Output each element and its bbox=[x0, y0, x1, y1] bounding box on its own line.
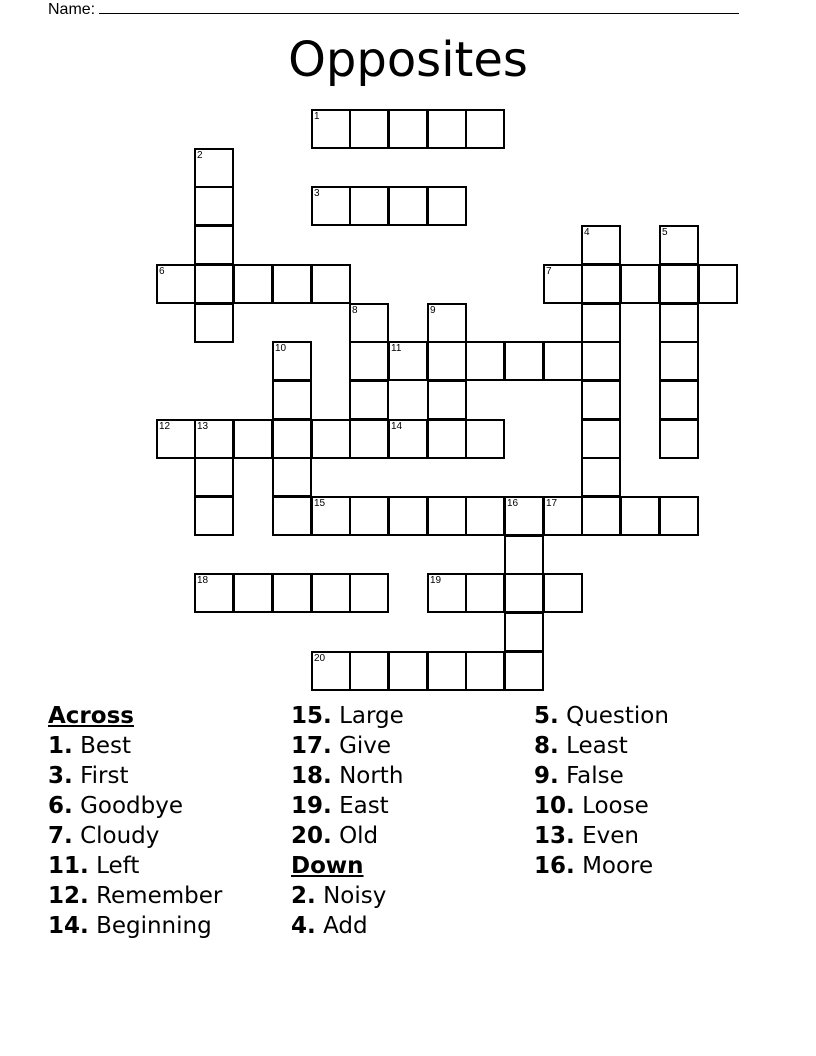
crossword-cell[interactable] bbox=[543, 264, 583, 304]
crossword-cell[interactable] bbox=[427, 573, 467, 613]
crossword-cell[interactable] bbox=[543, 496, 583, 536]
clue-text: Question bbox=[566, 703, 669, 729]
clue-text: Noisy bbox=[323, 883, 387, 909]
down-clue bbox=[534, 791, 669, 821]
clue-text: Add bbox=[323, 913, 368, 939]
crossword-cell[interactable] bbox=[659, 419, 699, 459]
crossword-cell[interactable] bbox=[465, 109, 505, 149]
crossword-cell[interactable] bbox=[194, 186, 234, 226]
crossword-cell[interactable] bbox=[311, 109, 351, 149]
clue-number: 13. bbox=[534, 823, 575, 849]
clue-text: Large bbox=[339, 703, 404, 729]
clue-number-label: 2 bbox=[197, 150, 203, 161]
crossword-cell[interactable] bbox=[349, 109, 389, 149]
clue-number: 19. bbox=[291, 793, 332, 819]
clue-number-label: 11 bbox=[391, 343, 402, 354]
crossword-cell[interactable] bbox=[194, 496, 234, 536]
crossword-cell[interactable] bbox=[504, 573, 544, 613]
crossword-cell[interactable] bbox=[659, 225, 699, 265]
crossword-cell[interactable] bbox=[427, 341, 467, 381]
crossword-cell[interactable] bbox=[349, 419, 389, 459]
crossword-cell[interactable] bbox=[581, 419, 621, 459]
crossword-cell[interactable] bbox=[349, 341, 389, 381]
crossword-cell[interactable] bbox=[272, 419, 312, 459]
clue-number: 11. bbox=[48, 853, 89, 879]
clue-text: Best bbox=[80, 733, 131, 759]
crossword-cell[interactable] bbox=[581, 341, 621, 381]
down-clue bbox=[534, 851, 669, 881]
clue-number-label: 17 bbox=[546, 498, 558, 509]
crossword-cell[interactable] bbox=[349, 496, 389, 536]
clue-number-label: 12 bbox=[159, 421, 171, 432]
clue-number: 18. bbox=[291, 763, 332, 789]
crossword-cell[interactable] bbox=[659, 303, 699, 343]
clue-text: Even bbox=[582, 823, 639, 849]
crossword-cell[interactable] bbox=[659, 380, 699, 420]
across-heading: Across bbox=[48, 703, 134, 729]
crossword-cell[interactable] bbox=[388, 651, 428, 691]
across-clue bbox=[48, 761, 222, 791]
crossword-cell[interactable] bbox=[156, 419, 196, 459]
crossword-cell[interactable] bbox=[504, 341, 544, 381]
clue-number-label: 9 bbox=[430, 305, 436, 316]
down-clue bbox=[291, 881, 404, 911]
crossword-cell[interactable] bbox=[465, 651, 505, 691]
clue-number: 4. bbox=[291, 913, 316, 939]
name-label: Name: bbox=[48, 1, 96, 18]
clue-number-label: 16 bbox=[507, 498, 519, 509]
crossword-cell[interactable] bbox=[581, 225, 621, 265]
clue-text: Give bbox=[339, 733, 392, 759]
crossword-cell[interactable] bbox=[156, 264, 196, 304]
clue-number: 15. bbox=[291, 703, 332, 729]
crossword-cell[interactable] bbox=[233, 419, 273, 459]
crossword-cell[interactable] bbox=[272, 496, 312, 536]
across-clue bbox=[291, 731, 404, 761]
crossword-cell[interactable] bbox=[388, 341, 428, 381]
crossword-cell[interactable] bbox=[543, 341, 583, 381]
clue-number: 16. bbox=[534, 853, 575, 879]
crossword-cell[interactable] bbox=[581, 303, 621, 343]
across-clue bbox=[48, 821, 222, 851]
crossword-cell[interactable] bbox=[581, 496, 621, 536]
crossword-cell[interactable] bbox=[504, 612, 544, 652]
crossword-cell[interactable] bbox=[465, 419, 505, 459]
clue-number-label: 10 bbox=[275, 343, 287, 354]
across-clue bbox=[291, 791, 404, 821]
clue-text: Goodbye bbox=[80, 793, 183, 819]
clues-column-2 bbox=[291, 701, 404, 941]
crossword-cell[interactable] bbox=[465, 573, 505, 613]
clue-number: 8. bbox=[534, 733, 559, 759]
crossword-cell[interactable] bbox=[659, 264, 699, 304]
page-title: Opposites bbox=[288, 32, 528, 88]
crossword-cell[interactable] bbox=[311, 186, 351, 226]
clue-number-label: 14 bbox=[391, 421, 403, 432]
clue-number-label: 19 bbox=[430, 575, 442, 586]
clue-text: Old bbox=[339, 823, 379, 849]
crossword-cell[interactable] bbox=[465, 341, 505, 381]
crossword-cell[interactable] bbox=[311, 651, 351, 691]
crossword-cell[interactable] bbox=[427, 109, 467, 149]
clue-text: Least bbox=[566, 733, 628, 759]
crossword-cell[interactable] bbox=[388, 419, 428, 459]
down-clue bbox=[534, 821, 669, 851]
clue-text: Beginning bbox=[96, 913, 212, 939]
crossword-cell[interactable] bbox=[427, 496, 467, 536]
across-clue bbox=[48, 851, 222, 881]
clue-number-label: 8 bbox=[352, 305, 358, 316]
crossword-cell[interactable] bbox=[311, 264, 351, 304]
crossword-cell[interactable] bbox=[349, 186, 389, 226]
clue-number-label: 15 bbox=[314, 498, 326, 509]
crossword-cell[interactable] bbox=[427, 303, 467, 343]
crossword-cell[interactable] bbox=[543, 573, 583, 613]
down-clue bbox=[291, 911, 404, 941]
crossword-cell[interactable] bbox=[388, 186, 428, 226]
crossword-cell[interactable] bbox=[504, 535, 544, 575]
crossword-cell[interactable] bbox=[272, 380, 312, 420]
crossword-cell[interactable] bbox=[465, 496, 505, 536]
crossword-cell[interactable] bbox=[233, 264, 273, 304]
across-clue bbox=[48, 731, 222, 761]
crossword-cell[interactable] bbox=[311, 573, 351, 613]
clue-text: North bbox=[339, 763, 404, 789]
clue-number-label: 18 bbox=[197, 575, 209, 586]
clue-number-label: 3 bbox=[314, 188, 320, 199]
crossword-cell[interactable] bbox=[581, 380, 621, 420]
crossword-cell[interactable] bbox=[349, 303, 389, 343]
clue-text: Remember bbox=[96, 883, 223, 909]
clue-text: First bbox=[80, 763, 129, 789]
clue-number-label: 6 bbox=[159, 266, 165, 277]
crossword-cell[interactable] bbox=[311, 496, 351, 536]
clue-number: 10. bbox=[534, 793, 575, 819]
down-heading: Down bbox=[291, 853, 364, 879]
clue-number-label: 4 bbox=[584, 227, 590, 238]
crossword-cell[interactable] bbox=[620, 496, 660, 536]
crossword-cell[interactable] bbox=[349, 380, 389, 420]
down-clue bbox=[534, 701, 669, 731]
clue-text: Cloudy bbox=[80, 823, 160, 849]
crossword-cell[interactable] bbox=[427, 651, 467, 691]
clue-number: 14. bbox=[48, 913, 89, 939]
clue-number: 2. bbox=[291, 883, 316, 909]
crossword-cell[interactable] bbox=[581, 264, 621, 304]
clue-number-label: 20 bbox=[314, 653, 326, 664]
crossword-cell[interactable] bbox=[388, 496, 428, 536]
crossword-cell[interactable] bbox=[311, 419, 351, 459]
clue-number: 9. bbox=[534, 763, 559, 789]
clue-number: 7. bbox=[48, 823, 73, 849]
clue-number: 20. bbox=[291, 823, 332, 849]
clue-text: Moore bbox=[582, 853, 654, 879]
crossword-cell[interactable] bbox=[194, 419, 234, 459]
clue-text: Left bbox=[96, 853, 140, 879]
clue-text: East bbox=[339, 793, 389, 819]
crossword-cell[interactable] bbox=[194, 264, 234, 304]
crossword-cell[interactable] bbox=[698, 264, 738, 304]
crossword-cell[interactable] bbox=[427, 380, 467, 420]
clue-number: 12. bbox=[48, 883, 89, 909]
crossword-cell[interactable] bbox=[272, 341, 312, 381]
clues-column-3 bbox=[534, 701, 669, 881]
down-clue bbox=[534, 761, 669, 791]
down-clue bbox=[534, 731, 669, 761]
clue-number: 5. bbox=[534, 703, 559, 729]
across-clue bbox=[291, 761, 404, 791]
crossword-cell[interactable] bbox=[504, 496, 544, 536]
clue-number: 6. bbox=[48, 793, 73, 819]
clue-text: False bbox=[566, 763, 624, 789]
crossword-cell[interactable] bbox=[349, 573, 389, 613]
clue-number-label: 5 bbox=[662, 227, 668, 238]
crossword-cell[interactable] bbox=[581, 457, 621, 497]
across-clue bbox=[48, 881, 222, 911]
clue-text: Loose bbox=[582, 793, 649, 819]
clue-number-label: 13 bbox=[197, 421, 209, 432]
across-clue bbox=[48, 911, 222, 941]
clues-column-1 bbox=[48, 701, 222, 941]
crossword-cell[interactable] bbox=[194, 225, 234, 265]
crossword-cell[interactable] bbox=[349, 651, 389, 691]
crossword-cell[interactable] bbox=[233, 573, 273, 613]
crossword-cell[interactable] bbox=[272, 573, 312, 613]
crossword-cell[interactable] bbox=[504, 651, 544, 691]
crossword-cell[interactable] bbox=[620, 264, 660, 304]
crossword-cell[interactable] bbox=[272, 457, 312, 497]
clue-number: 17. bbox=[291, 733, 332, 759]
clue-number-label: 7 bbox=[546, 266, 552, 277]
clue-number: 3. bbox=[48, 763, 73, 789]
crossword-cell[interactable] bbox=[659, 341, 699, 381]
across-clue bbox=[291, 821, 404, 851]
crossword-cell[interactable] bbox=[427, 419, 467, 459]
crossword-cell[interactable] bbox=[388, 109, 428, 149]
clue-number-label: 1 bbox=[314, 111, 320, 122]
clue-number: 1. bbox=[48, 733, 73, 759]
crossword-cell[interactable] bbox=[427, 186, 467, 226]
crossword-cell[interactable] bbox=[194, 457, 234, 497]
crossword-cell[interactable] bbox=[272, 264, 312, 304]
crossword-cell[interactable] bbox=[194, 303, 234, 343]
crossword-cell[interactable] bbox=[194, 148, 234, 188]
across-clue bbox=[291, 701, 404, 731]
crossword-cell[interactable] bbox=[194, 573, 234, 613]
crossword-cell[interactable] bbox=[659, 496, 699, 536]
across-clue bbox=[48, 791, 222, 821]
